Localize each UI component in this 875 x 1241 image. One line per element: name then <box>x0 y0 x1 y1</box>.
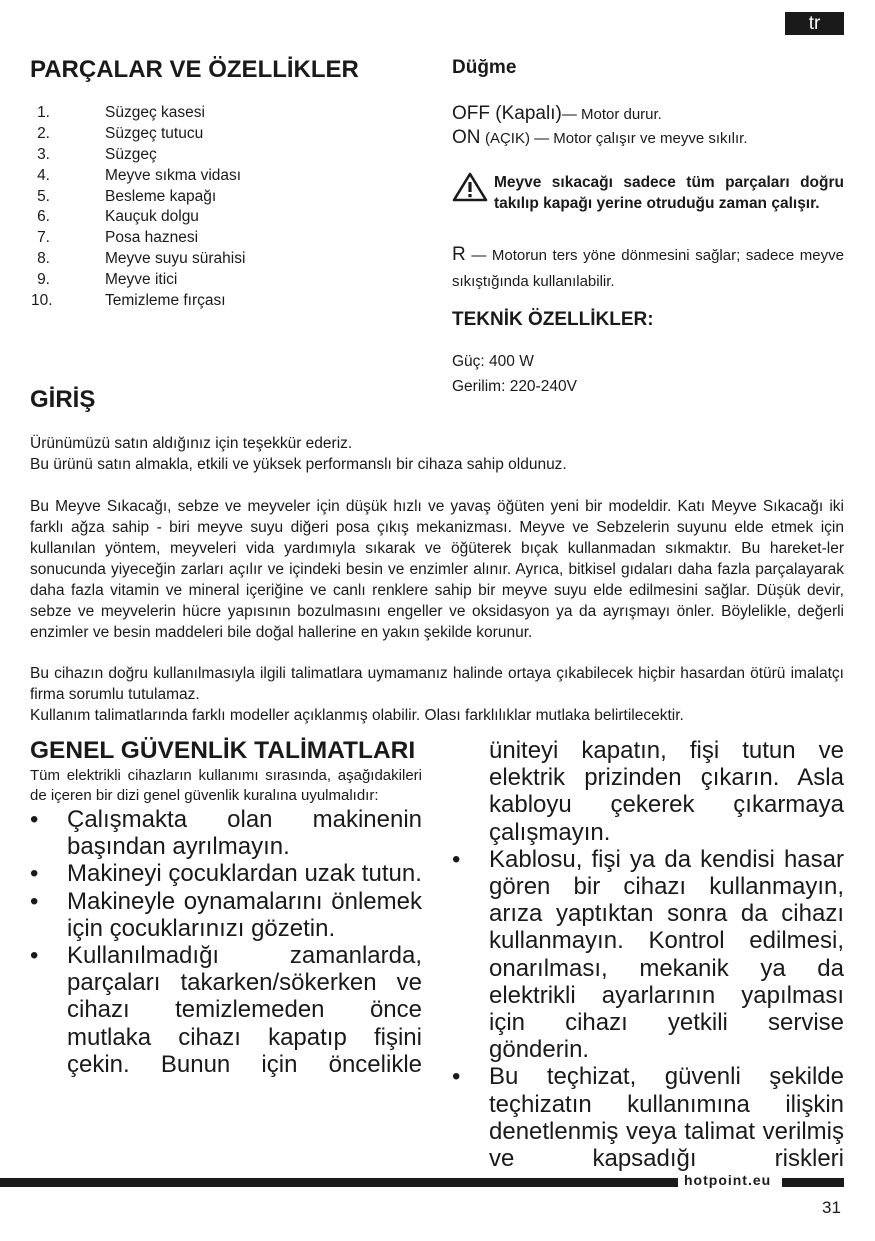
item-number: 1. <box>37 104 50 121</box>
list-item <box>30 942 422 1078</box>
safety-rule: Kablosu, fişi ya da kendisi hasar gören bir cihazı kullanmayın, arıza yaptıktan sonra da cihazı kullanmayın. Kontrol edilmesi, onarılması, mekanik ya da elektrikli ayarlarının yapılması için cihazı yetkili servise gönderin. <box>489 845 844 1064</box>
footer-rule-end <box>782 1178 844 1187</box>
item-number: 9. <box>37 271 50 289</box>
bullet-icon: • <box>452 845 461 873</box>
language-badge: tr <box>785 12 844 35</box>
list-item <box>30 888 422 942</box>
item-number: 5. <box>37 187 50 205</box>
bullet-icon: • <box>30 942 39 970</box>
warning-note <box>452 172 844 214</box>
intro-title: GİRİŞ <box>30 386 96 413</box>
safety-intro: Tüm elektrikli cihazların kullanımı sırasında, aşağıdakileri de içeren bir dizi genel güvenlik kuralına uyulmalıdır: <box>30 767 422 804</box>
item-number: 8. <box>37 250 50 268</box>
list-item-continuation <box>452 737 844 846</box>
footer-rule <box>0 1178 678 1187</box>
item-name: Posa haznesi <box>105 229 199 247</box>
intro-body: Bu Meyve Sıkacağı, sebze ve meyveler için düşük hızlı ve yavaş öğüten yeni bir modeldir. Katı Meyve Sıkacağı iki farklı ağza sahip - biri meyve suyu diğeri posa çıkış mekanizması. Meyve ve Sebzelerin suyunu elde etmek için kullanılan yöntem, meyveleri vida yardımıyla sıkarak ve öğüterek bıçak kullanmadan sıkmaktır. Bu hareket-ler sonucunda yiyeceğin zarları açılır ve içindeki besin ve enzimler alınır. Ayrıca, bitkisel gıdaları daha fazla parçalayarak daha fazla vitamin ve mineral içeriğine ve canlı renklere sahip bir meyve suyu elde edilmesini sağlar. Düşük devir, sebze ve meyvelerin hücre yapısının bozulmasını engeller ve oksidasyon ya da ayrışmayı önler. Böylelikle, değerli enzimler ve besin maddeleri bile doğal hallerine en yakın şekilde korunur. <box>30 498 844 641</box>
switch-on-label: ON <box>452 127 481 148</box>
bullet-icon: • <box>30 860 39 888</box>
list-item <box>31 249 431 270</box>
item-number: 10. <box>31 292 53 310</box>
switch-on-desc: (AÇIK) — Motor çalışır ve meyve sıkılır. <box>484 130 748 147</box>
safety-rule: Kullanılmadığı zamanlarda, parçaları takarken/sökerken ve cihazı temizlemeden önce mutlaka cihazı kapatıp fişini çekin. Bunun için öncelikle <box>67 942 422 1078</box>
safety-rule: Makineyle oynamalarını önlemek için çocuklarınızı gözetin. <box>67 887 422 942</box>
reverse-desc: — Motorun ters yöne dönmesini sağlar; sadece meyve sıkıştığında kullanılabilir. <box>452 247 844 290</box>
item-name: Meyve suyu sürahisi <box>105 250 246 268</box>
item-name: Süzgeç kasesi <box>105 104 205 121</box>
intro-line: Ürünümüzü satın aldığınız için teşekkür ederiz. <box>30 435 353 452</box>
intro-paragraph-1 <box>30 433 844 475</box>
spec-voltage: Gerilim: 220-240V <box>452 378 577 395</box>
list-item <box>30 806 422 860</box>
intro-models-note: Kullanım talimatlarında farklı modeller açıklanmış olabilir. Olası farklılıklar mutlaka belirtilecektir. <box>30 707 684 724</box>
intro-paragraph-2 <box>30 496 844 643</box>
safety-title: GENEL GÜVENLİK TALİMATLARI <box>30 737 416 764</box>
safety-rule: üniteyi kapatın, fişi tutun ve elektrik prizinden çıkarın. Asla kabloyu çekerek çıkarmaya çalışmayın. <box>489 737 844 846</box>
item-number: 4. <box>37 166 50 184</box>
list-item <box>31 207 431 228</box>
parts-title: PARÇALAR VE ÖZELLİKLER <box>30 56 359 83</box>
reverse-label: R <box>452 244 466 265</box>
list-item <box>31 124 431 145</box>
bullet-icon: • <box>30 806 39 833</box>
list-item <box>31 291 431 312</box>
switch-title: Düğme <box>452 57 517 78</box>
list-item <box>31 145 431 166</box>
item-name: Kauçuk dolgu <box>105 208 199 226</box>
safety-rule: Makineyi çocuklardan uzak tutun. <box>67 860 422 888</box>
list-item <box>30 860 422 887</box>
list-item <box>31 228 431 249</box>
warning-icon <box>452 172 488 202</box>
bullet-icon: • <box>30 887 39 915</box>
page-number: 31 <box>822 1198 841 1217</box>
list-item <box>31 187 431 208</box>
item-name: Süzgeç tutucu <box>105 124 204 142</box>
list-item <box>31 103 431 124</box>
list-item <box>31 270 431 291</box>
bullet-icon: • <box>452 1063 461 1091</box>
safety-rule: Çalışmakta olan makinenin başından ayrılmayın. <box>67 806 422 861</box>
list-item <box>452 1063 844 1172</box>
brand-url[interactable]: hotpoint.eu <box>684 1172 772 1188</box>
intro-line: Bu ürünü satın almakla, etkili ve yüksek performanslı bir cihaza sahip oldunuz. <box>30 456 567 473</box>
item-name: Temizleme fırçası <box>105 292 226 310</box>
switch-off-desc: — Motor durur. <box>561 106 662 123</box>
switch-on-line <box>452 127 844 149</box>
item-number: 2. <box>37 124 50 142</box>
safety-right-column <box>452 737 844 1172</box>
item-number: 7. <box>37 229 50 247</box>
list-item <box>31 166 431 187</box>
safety-left-column <box>30 737 422 1078</box>
item-name: Meyve sıkma vidası <box>105 166 242 184</box>
item-number: 6. <box>37 208 50 226</box>
reverse-note <box>452 242 844 295</box>
item-name: Meyve itici <box>105 271 178 289</box>
safety-rule: Bu teçhizat, güvenli şekilde teçhizatın kullanımına ilişkin denetlenmiş veya talimat verilmiş ve kapsadığı riskleri <box>489 1063 844 1173</box>
list-item <box>452 846 844 1064</box>
item-name: Besleme kapağı <box>105 187 217 205</box>
intro-paragraph-3 <box>30 663 844 726</box>
parts-list <box>31 103 431 312</box>
intro-disclaimer: Bu cihazın doğru kullanılmasıyla ilgili talimatlara uymamanız halinde ortaya çıkabilecek hiçbir hasardan ötürü imalatçı firma sorumlu tutulamaz. <box>30 665 844 703</box>
warning-text: Meyve sıkacağı sadece tüm parçaları doğru takılıp kapağı yerine otruduğu zaman çalışır. <box>494 174 844 212</box>
switch-off-line <box>452 103 844 125</box>
spec-power: Güç: 400 W <box>452 353 534 370</box>
switch-off-label: OFF (Kapalı) <box>452 103 562 124</box>
item-number: 3. <box>37 145 50 163</box>
item-name: Süzgeç <box>105 145 157 163</box>
specs-title: TEKNİK ÖZELLİKLER: <box>452 309 654 330</box>
